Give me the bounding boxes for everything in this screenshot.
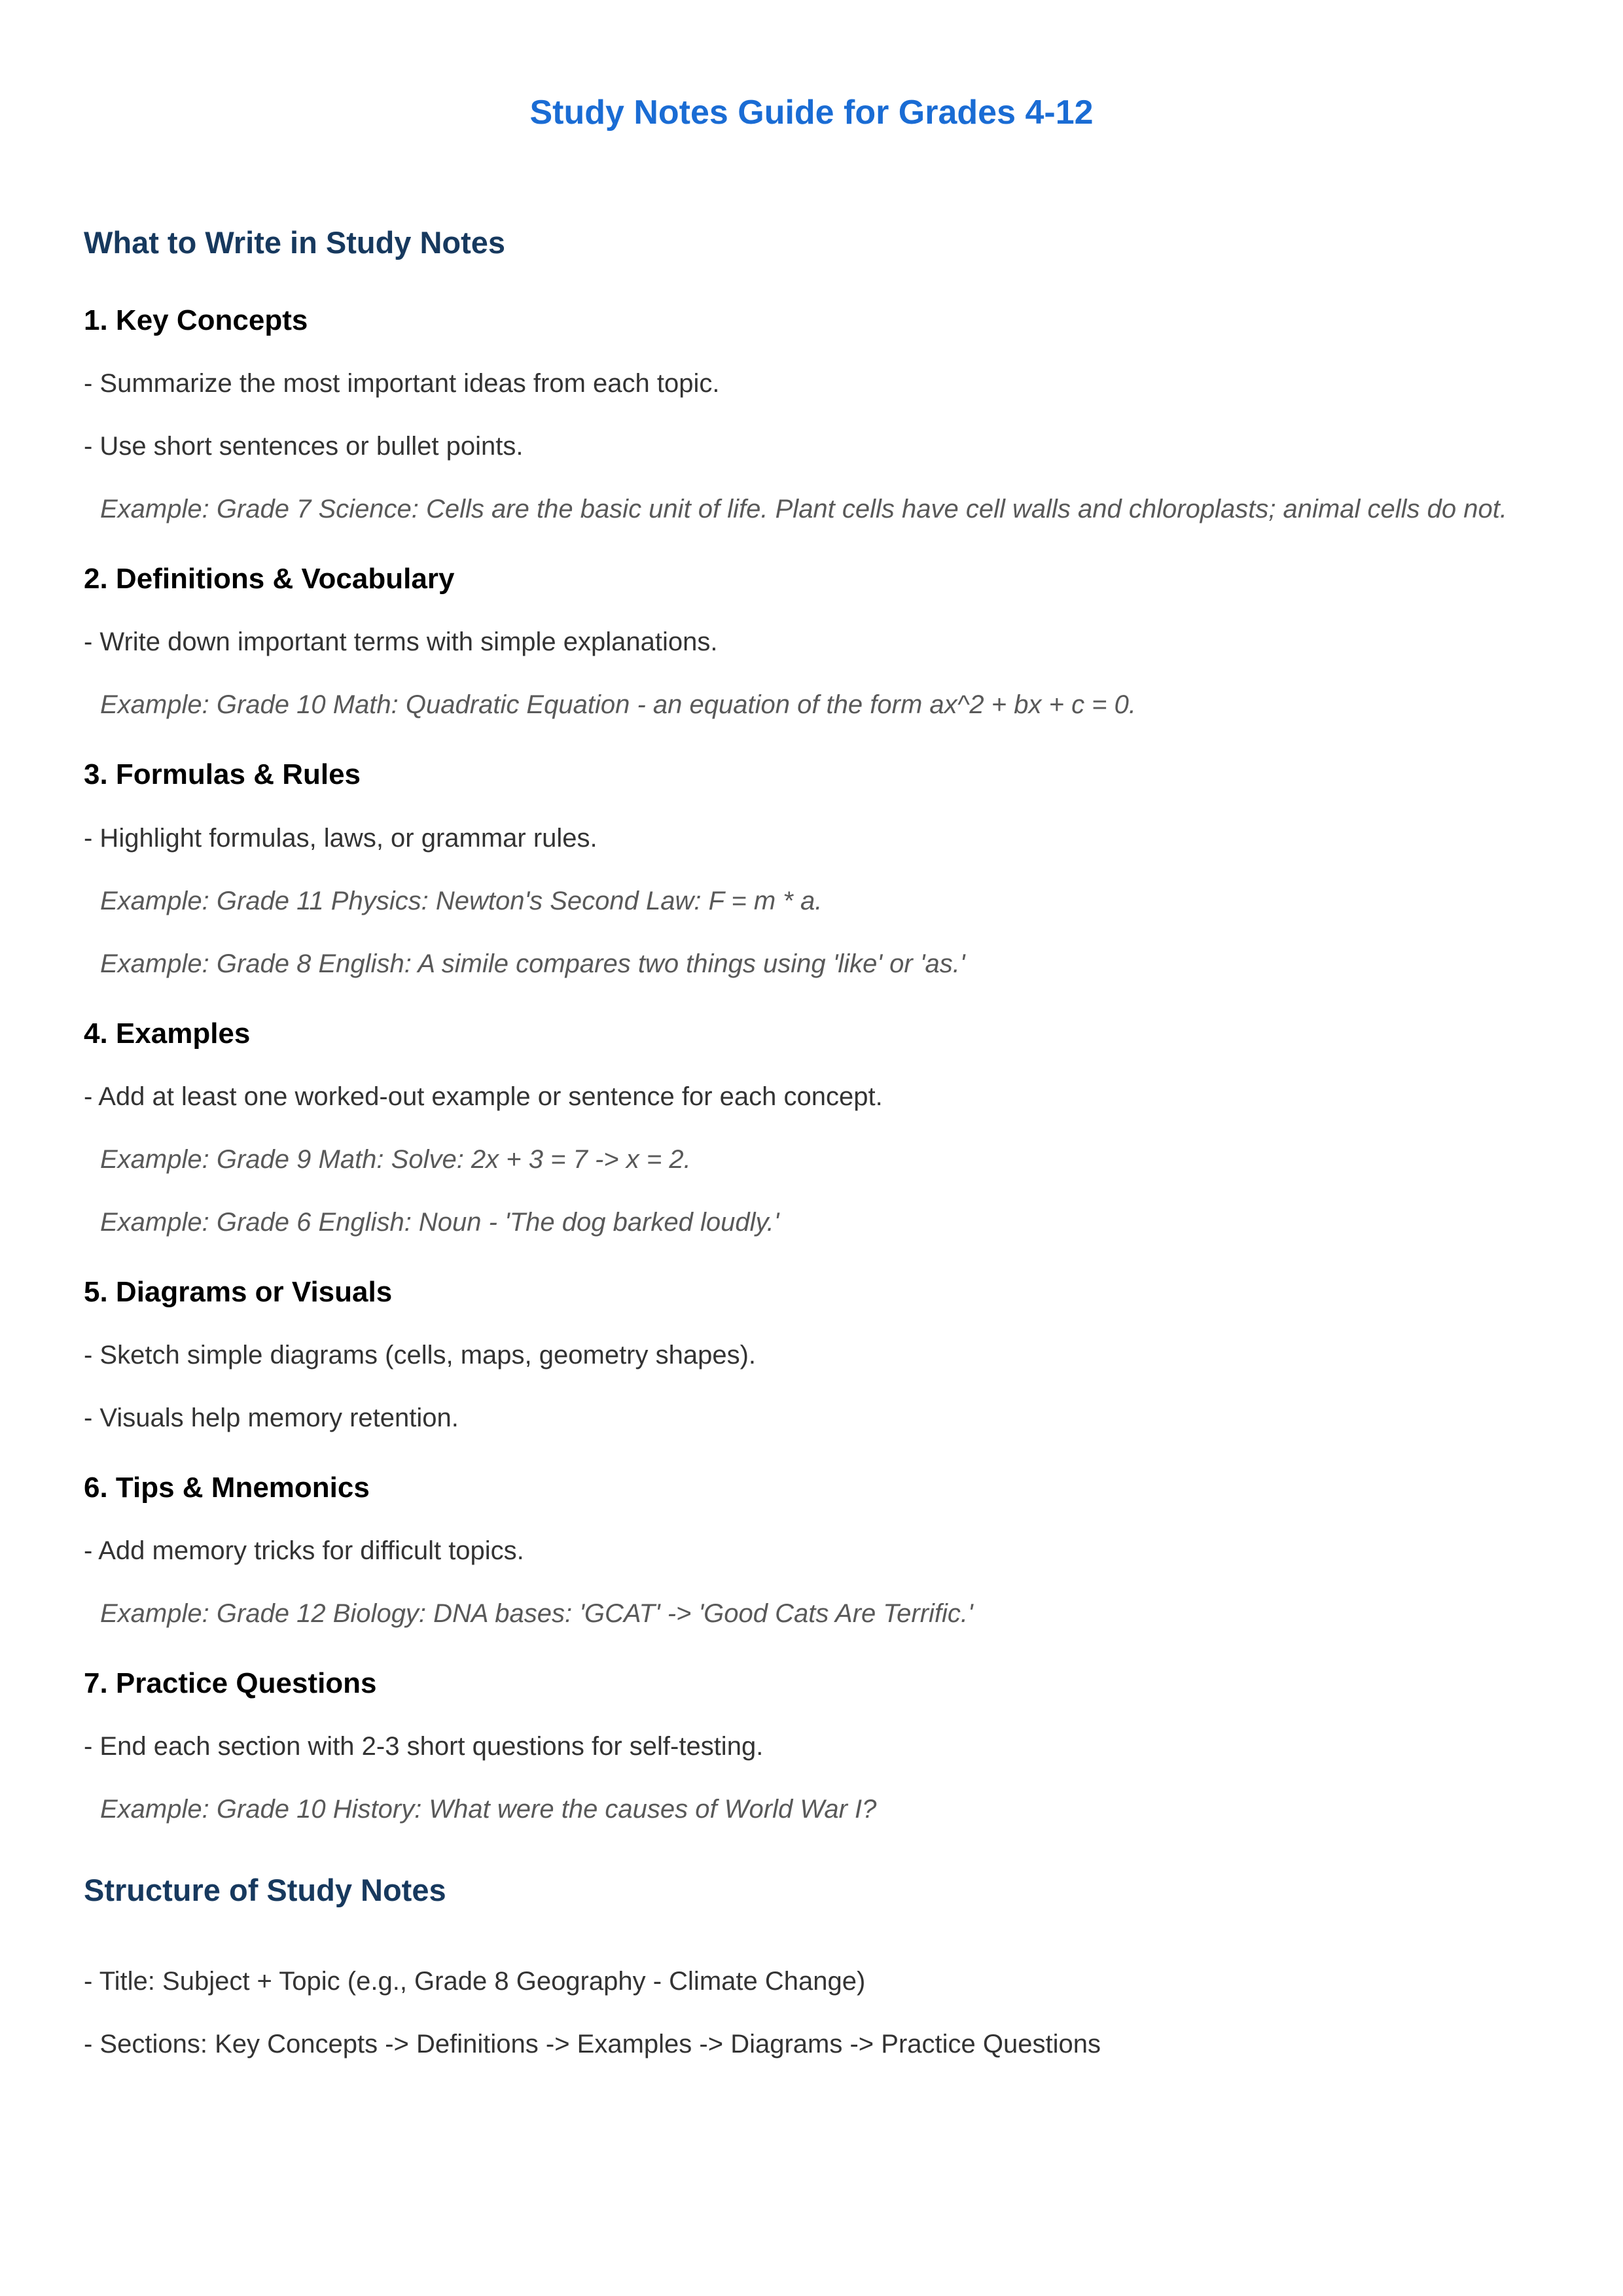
bullet-memory-tricks: - Add memory tricks for difficult topics. [84,1536,524,1566]
bullet-highlight-formulas: - Highlight formulas, laws, or grammar rules. [84,823,597,853]
subheading-practice-questions: 7. Practice Questions [84,1667,377,1700]
heading-what-to-write-in-study-notes: What to Write in Study Notes [84,225,506,260]
example-grade-7-science: Example: Grade 7 Science: Cells are the basic unit of life. Plant cells have cell walls and chloroplasts; animal cells do not. [100,495,1507,524]
subheading-formulas-rules: 3. Formulas & Rules [84,758,361,791]
bullet-sections-flow: - Sections: Key Concepts -> Definitions -> Examples -> Diagrams -> Practice Questions [84,2029,1101,2058]
bullet-end-each-section: - End each section with 2-3 short questions for self-testing. [84,1732,764,1761]
bullet-write-down-terms: - Write down important terms with simple explanations. [84,627,718,657]
bullet-visuals-memory: - Visuals help memory retention. [84,1404,459,1433]
example-grade-12-biology: Example: Grade 12 Biology: DNA bases: 'GCAT' -> 'Good Cats Are Terrific.' [100,1599,973,1629]
bullet-title-subject-topic: - Title: Subject + Topic (e.g., Grade 8 Geography - Climate Change) [84,1966,866,1996]
example-grade-6-english: Example: Grade 6 English: Noun - 'The dog barked loudly.' [100,1207,779,1237]
example-grade-10-history: Example: Grade 10 History: What were the causes of World War I? [100,1795,877,1824]
bullet-sketch-diagrams: - Sketch simple diagrams (cells, maps, geometry shapes). [84,1341,757,1370]
subheading-key-concepts: 1. Key Concepts [84,304,308,337]
heading-structure-of-study-notes: Structure of Study Notes [84,1873,446,1908]
subheading-examples: 4. Examples [84,1017,251,1050]
example-grade-8-english: Example: Grade 8 English: A simile compares two things using 'like' or 'as.' [100,949,965,978]
example-grade-9-math: Example: Grade 9 Math: Solve: 2x + 3 = 7 -> x = 2. [100,1144,691,1174]
subheading-definitions-vocabulary: 2. Definitions & Vocabulary [84,563,455,595]
bullet-short-sentences: - Use short sentences or bullet points. [84,432,524,461]
example-grade-10-math: Example: Grade 10 Math: Quadratic Equation - an equation of the form ax^2 + bx + c = 0. [100,690,1137,720]
document-title: Study Notes Guide for Grades 4-12 [529,94,1094,132]
subheading-tips-mnemonics: 6. Tips & Mnemonics [84,1472,370,1504]
subheading-diagrams-visuals: 5. Diagrams or Visuals [84,1275,393,1308]
example-grade-11-physics: Example: Grade 11 Physics: Newton's Second Law: F = m * a. [100,886,823,915]
bullet-summarize-ideas: - Summarize the most important ideas from each topic. [84,369,720,398]
bullet-worked-out-example: - Add at least one worked-out example or sentence for each concept. [84,1082,883,1111]
